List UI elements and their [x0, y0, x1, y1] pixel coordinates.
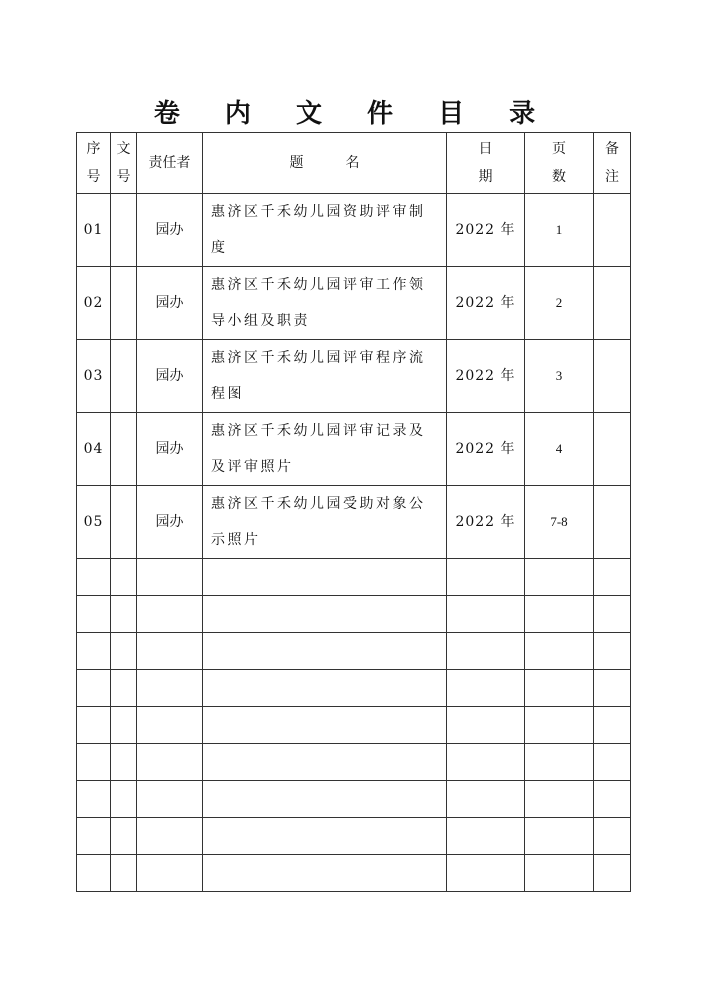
row-remark	[594, 413, 631, 486]
empty-row	[77, 744, 631, 781]
empty-row	[77, 596, 631, 633]
row-owner: 园办	[137, 194, 203, 267]
page-title: 卷 内 文 件 目 录	[153, 99, 554, 129]
col-doc-no-header: 文 号	[111, 133, 137, 194]
table-row	[77, 194, 631, 267]
file-catalog-table	[76, 132, 631, 892]
row-remark	[594, 194, 631, 267]
col-remark-header: 备 注	[594, 133, 631, 194]
row-owner: 园办	[137, 340, 203, 413]
row-pages: 1	[525, 194, 594, 267]
empty-row	[77, 781, 631, 818]
row-owner: 园办	[137, 267, 203, 340]
row-remark	[594, 267, 631, 340]
row-date: 2022 年	[447, 267, 525, 340]
row-remark	[594, 486, 631, 559]
table-row	[77, 267, 631, 340]
empty-row	[77, 707, 631, 744]
header-row	[77, 133, 631, 194]
row-title: 惠济区千禾幼儿园评审程序流程图	[203, 340, 447, 413]
table-row	[77, 486, 631, 559]
row-doc-no	[111, 340, 137, 413]
row-pages: 7-8	[525, 486, 594, 559]
row-seq: 03	[77, 340, 111, 413]
row-pages: 3	[525, 340, 594, 413]
row-seq: 02	[77, 267, 111, 340]
row-seq: 01	[77, 194, 111, 267]
row-title: 惠济区千禾幼儿园评审工作领导小组及职责	[203, 267, 447, 340]
row-date: 2022 年	[447, 413, 525, 486]
row-doc-no	[111, 267, 137, 340]
col-title-header: 题 名	[203, 133, 447, 194]
row-title: 惠济区千禾幼儿园受助对象公示照片	[203, 486, 447, 559]
row-date: 2022 年	[447, 340, 525, 413]
row-date: 2022 年	[447, 486, 525, 559]
empty-row	[77, 670, 631, 707]
table-row	[77, 340, 631, 413]
col-seq-header: 序 号	[77, 133, 111, 194]
row-doc-no	[111, 413, 137, 486]
row-doc-no	[111, 486, 137, 559]
empty-row	[77, 855, 631, 892]
row-pages: 2	[525, 267, 594, 340]
empty-row	[77, 559, 631, 596]
row-seq: 04	[77, 413, 111, 486]
row-title: 惠济区千禾幼儿园资助评审制度	[203, 194, 447, 267]
row-title: 惠济区千禾幼儿园评审记录及及评审照片	[203, 413, 447, 486]
row-owner: 园办	[137, 486, 203, 559]
row-date: 2022 年	[447, 194, 525, 267]
row-remark	[594, 340, 631, 413]
col-pages-header: 页 数	[525, 133, 594, 194]
table-row	[77, 413, 631, 486]
col-date-header: 日 期	[447, 133, 525, 194]
empty-row	[77, 633, 631, 670]
row-pages: 4	[525, 413, 594, 486]
row-owner: 园办	[137, 413, 203, 486]
row-doc-no	[111, 194, 137, 267]
empty-row	[77, 818, 631, 855]
col-owner-header: 责任者	[137, 133, 203, 194]
row-seq: 05	[77, 486, 111, 559]
